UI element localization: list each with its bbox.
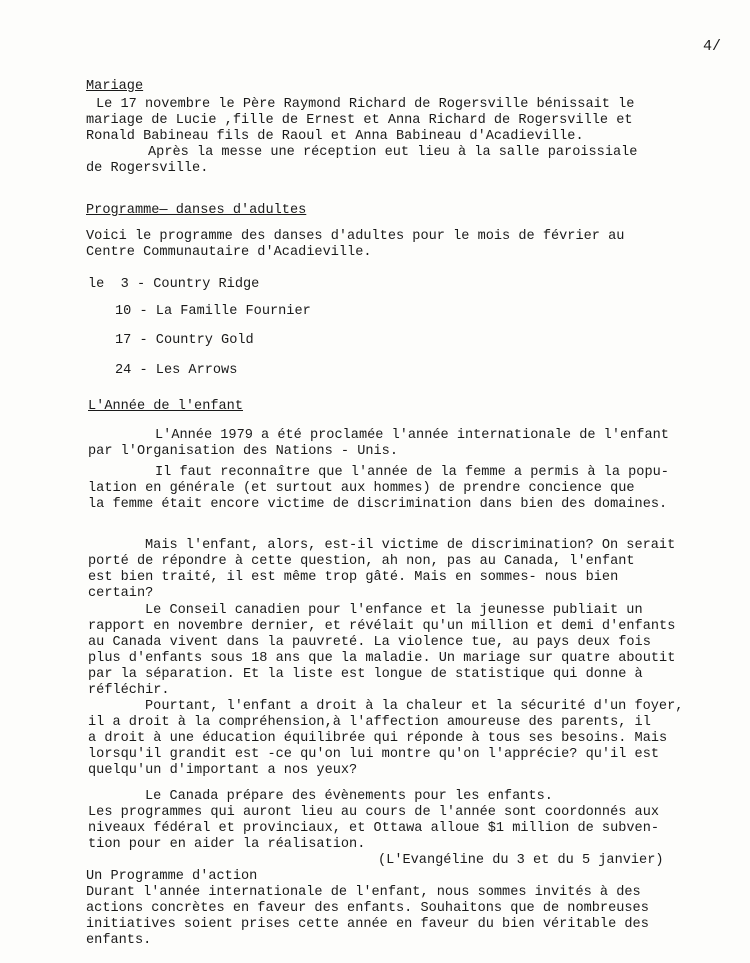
text-line: L'Année 1979 a été proclamée l'année internationale de l'enfant [155,428,669,443]
text-line: porté de répondre à cette question, ah non, pas au Canada, l'enfant [88,554,635,569]
text-line: réfléchir. [88,683,170,698]
text-line: a droit à une éducation équilibrée qui réponde à tous ses besoins. Mais [88,731,668,746]
source-citation: (L'Evangéline du 3 et du 5 janvier) [378,853,664,868]
text-line: mariage de Lucie ,fille de Ernest et Anna Richard de Rogersville et [86,113,633,128]
section-title-annee: L'Année de l'enfant [88,399,243,414]
section-title-action: Un Programme d'action [86,869,258,884]
programme-item: 17 - Country Gold [115,333,254,348]
text-line: Pourtant, l'enfant a droit à la chaleur et la sécurité d'un foyer, [145,699,684,714]
text-line: plus d'enfants sous 18 ans que la maladie. Un mariage sur quatre aboutit [88,651,676,666]
text-line: Ronald Babineau fils de Raoul et Anna Babineau d'Acadieville. [86,129,584,144]
text-line: Il faut reconnaître que l'année de la femme a permis à la popu- [155,465,669,480]
text-line: lorsqu'il grandit est -ce qu'on lui montre qu'on l'apprécie? qu'il est [88,747,660,762]
page-number: 4/ [703,38,722,55]
text-line: actions concrètes en faveur des enfants. Souhaitons que de nombreuses [86,901,649,916]
text-line: la femme était encore victime de discrimination dans bien des domaines. [88,497,668,512]
text-line: Voici le programme des danses d'adultes pour le mois de février au [86,229,625,244]
text-line: niveaux fédéral et provinciaux, et Ottawa alloue $1 million de subven- [88,821,660,836]
programme-item: le 3 - Country Ridge [88,277,260,292]
text-line: par l'Organisation des Nations - Unis. [88,444,398,459]
text-line: tion pour en aider la réalisation. [88,837,366,852]
text-line: Après la messe une réception eut lieu à la salle paroissiale [148,145,638,160]
section-title-programme: Programme— danses d'adultes [86,203,307,218]
text-line: certain? [88,586,154,601]
text-line: Mais l'enfant, alors, est-il victime de discrimination? On serait [145,538,676,553]
text-line: quelqu'un d'important a nos yeux? [88,763,358,778]
text-line: au Canada vivent dans la pauvreté. La violence tue, au pays deux fois [88,635,651,650]
section-title-mariage: Mariage [86,79,144,94]
text-line: est bien traité, il est même trop gâté. Mais en sommes- nous bien [88,570,619,585]
text-line: Les programmes qui auront lieu au cours de l'année sont coordonnés aux [88,805,660,820]
text-line: rapport en novembre dernier, et révélait qu'un million et demi d'enfants [88,619,676,634]
text-line: Le Conseil canadien pour l'enfance et la jeunesse publiait un [145,603,643,618]
programme-item: 24 - Les Arrows [115,363,238,378]
text-line: enfants. [86,933,152,948]
text-line: Durant l'année internationale de l'enfant, nous sommes invités à des [86,885,641,900]
text-line: par la séparation. Et la liste est longue de statistique qui donne à [88,667,643,682]
text-line: de Rogersville. [86,161,209,176]
programme-item: 10 - La Famille Fournier [115,304,311,319]
text-line: il a droit à la compréhension,à l'affection amoureuse des parents, il [88,715,651,730]
text-line: Le 17 novembre le Père Raymond Richard de Rogersville bénissait le [96,97,635,112]
text-line: Le Canada prépare des évènements pour les enfants. [145,789,553,804]
text-line: initiatives soient prises cette année en faveur du bien véritable des [86,917,649,932]
text-line: Centre Communautaire d'Acadieville. [86,245,372,260]
text-line: lation en générale (et surtout aux hommes) de prendre concience que [88,481,635,496]
